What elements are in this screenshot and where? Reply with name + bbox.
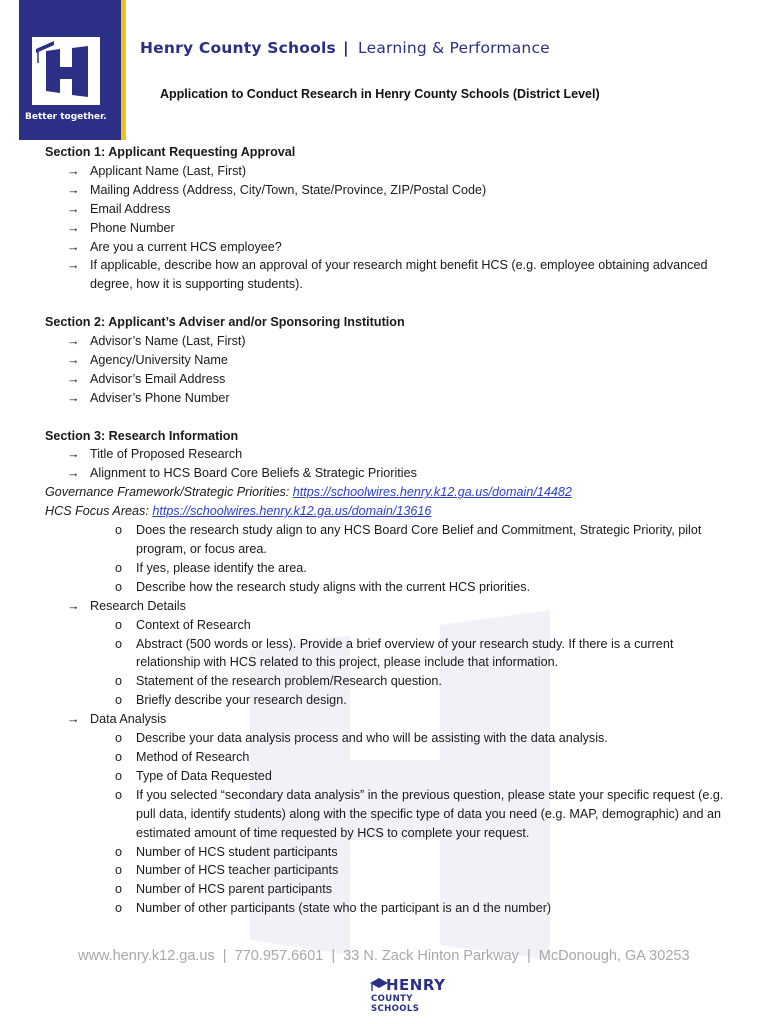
circle-bullet-icon: o bbox=[115, 749, 123, 764]
list-item: → If applicable, describe how an approval of your research might benefit HCS (e.g. employee obtaining advanced degree, how it is supporting students). bbox=[67, 258, 708, 292]
list-item: o If you selected “secondary data analysis” in the previous question, please state your specific request (e.g. pull data, identify students) along with the specific type of data you need (e.g. MAP, demographic) and an estimated amount of time requested by HCS to complete your request. bbox=[115, 787, 724, 840]
list-item: o Method of Research bbox=[45, 748, 735, 767]
list-item: o Type of Data Requested bbox=[45, 767, 735, 786]
arrow-bullet-icon: → bbox=[67, 239, 80, 254]
document-body bbox=[45, 143, 735, 918]
focus-areas-link[interactable]: https://schoolwires.henry.k12.ga.us/domain/13616 bbox=[152, 504, 432, 519]
arrow-bullet-icon: → bbox=[67, 258, 80, 273]
arrow-bullet-icon: → bbox=[67, 201, 80, 216]
organization-header bbox=[140, 39, 550, 57]
document-title: Application to Conduct Research in Henry County Schools (District Level) bbox=[160, 87, 600, 101]
list-item: o Context of Research bbox=[45, 616, 735, 635]
circle-bullet-icon: o bbox=[115, 863, 123, 878]
footer-logo-top: HENRY bbox=[386, 976, 446, 994]
list-item: o Statement of the research problem/Research question. bbox=[45, 672, 735, 691]
arrow-bullet-icon: → bbox=[67, 163, 80, 178]
list-item: o Abstract (500 words or less). Provide a brief overview of your research study. If there is a current relationship with HCS related to this project, please include that information. bbox=[115, 636, 674, 670]
circle-bullet-icon: o bbox=[115, 617, 123, 632]
list-item: o Describe your data analysis process and who will be assisting with the data analysis. bbox=[45, 729, 735, 748]
list-item: → Adviser’s Phone Number bbox=[45, 389, 735, 408]
list-item: → Applicant Name (Last, First) bbox=[45, 162, 735, 181]
arrow-bullet-icon: → bbox=[67, 598, 80, 613]
circle-bullet-icon: o bbox=[115, 579, 123, 594]
list-item: o Briefly describe your research design. bbox=[45, 691, 735, 710]
logo-tagline: Better together. bbox=[25, 112, 107, 122]
list-item: o Does the research study align to any HCS Board Core Belief and Commitment, Strategic Priority, pilot program, or focus area. bbox=[115, 523, 702, 556]
circle-bullet-icon: o bbox=[115, 523, 123, 538]
arrow-bullet-icon: → bbox=[67, 447, 80, 462]
list-item: o Number of HCS student participants bbox=[45, 843, 735, 862]
list-item: → Alignment to HCS Board Core Beliefs & Strategic Priorities bbox=[45, 464, 735, 483]
list-item: o Describe how the research study aligns with the current HCS priorities. bbox=[45, 578, 735, 597]
arrow-bullet-icon: → bbox=[67, 220, 80, 235]
org-name: Henry County Schools bbox=[140, 39, 336, 57]
logo-h-mark bbox=[32, 37, 100, 105]
list-item: → Data Analysis bbox=[45, 710, 735, 729]
circle-bullet-icon: o bbox=[115, 693, 123, 708]
list-item: o If yes, please identify the area. bbox=[45, 559, 735, 578]
list-item: o Number of HCS parent participants bbox=[45, 880, 735, 899]
arrow-bullet-icon: → bbox=[67, 390, 80, 405]
circle-bullet-icon: o bbox=[115, 882, 123, 897]
list-item: → Agency/University Name bbox=[45, 351, 735, 370]
list-item: o Number of HCS teacher participants bbox=[45, 861, 735, 880]
circle-bullet-icon: o bbox=[115, 636, 123, 651]
list-item: → Email Address bbox=[45, 200, 735, 219]
circle-bullet-icon: o bbox=[115, 844, 123, 859]
section-3-heading: Section 3: Research Information bbox=[45, 428, 239, 443]
circle-bullet-icon: o bbox=[115, 901, 123, 916]
district-logo bbox=[19, 0, 126, 140]
footer-logo bbox=[368, 976, 464, 1014]
footer-contact-info: www.henry.k12.ga.us | 770.957.6601 | 33 N. Zack Hinton Parkway | McDonough, GA 30253 bbox=[78, 948, 690, 964]
org-department: Learning & Performance bbox=[358, 39, 550, 57]
h-logo-icon bbox=[32, 37, 100, 105]
list-item: → Phone Number bbox=[45, 219, 735, 238]
list-item: → Advisor’s Email Address bbox=[45, 370, 735, 389]
list-item: → Mailing Address (Address, City/Town, State/Province, ZIP/Postal Code) bbox=[45, 181, 735, 200]
governance-framework-line: Governance Framework/Strategic Priorities: https://schoolwires.henry.k12.ga.us/domain/14482 bbox=[45, 485, 572, 500]
section-2-heading: Section 2: Applicant’s Adviser and/or Sponsoring Institution bbox=[45, 315, 405, 330]
arrow-bullet-icon: → bbox=[67, 712, 80, 727]
governance-framework-link[interactable]: https://schoolwires.henry.k12.ga.us/domain/14482 bbox=[292, 485, 572, 500]
arrow-bullet-icon: → bbox=[67, 334, 80, 349]
footer-logo-bottom: COUNTY SCHOOLS bbox=[371, 994, 420, 1014]
arrow-bullet-icon: → bbox=[67, 371, 80, 386]
list-item: → Are you a current HCS employee? bbox=[45, 238, 735, 257]
arrow-bullet-icon: → bbox=[67, 352, 80, 367]
arrow-bullet-icon: → bbox=[67, 466, 80, 481]
list-item: o Number of other participants (state who the participant is an d the number) bbox=[45, 899, 735, 918]
arrow-bullet-icon: → bbox=[67, 182, 80, 197]
circle-bullet-icon: o bbox=[115, 787, 123, 802]
circle-bullet-icon: o bbox=[115, 560, 123, 575]
logo-yellow-stripe bbox=[121, 0, 126, 140]
circle-bullet-icon: o bbox=[115, 768, 123, 783]
list-item: → Research Details bbox=[45, 597, 735, 616]
org-separator: | bbox=[343, 39, 349, 57]
list-item: → Title of Proposed Research bbox=[45, 445, 735, 464]
circle-bullet-icon: o bbox=[115, 674, 123, 689]
focus-areas-line: HCS Focus Areas: https://schoolwires.henry.k12.ga.us/domain/13616 bbox=[45, 504, 432, 519]
section-1-heading: Section 1: Applicant Requesting Approval bbox=[45, 145, 296, 159]
list-item: → Advisor’s Name (Last, First) bbox=[45, 332, 735, 351]
circle-bullet-icon: o bbox=[115, 731, 123, 746]
